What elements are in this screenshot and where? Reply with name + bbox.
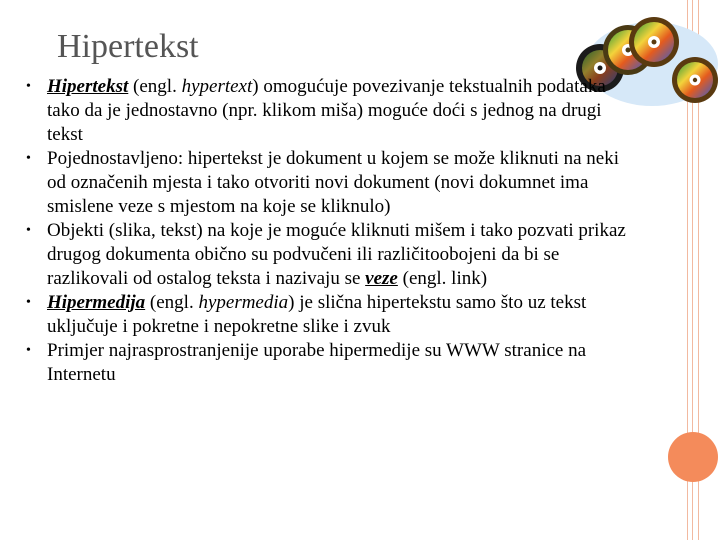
bullet-marker: • xyxy=(26,79,31,94)
bullet-item-5 xyxy=(24,339,634,387)
bullet-text: (engl. xyxy=(128,76,182,97)
bullet-text: ) je slična hipertekstu samo što uz tekst uključuje i pokretne i nepokretne slike i zvuk xyxy=(47,292,587,337)
bullet-item-2 xyxy=(24,147,634,219)
bullet-marker: • xyxy=(26,295,31,310)
bullet-marker: • xyxy=(26,223,31,238)
bullet-item-4 xyxy=(24,291,634,339)
bullet-italic: hypertext xyxy=(181,76,253,97)
bullet-text: (engl. link) xyxy=(397,268,488,289)
slide-title: Hipertekst xyxy=(57,28,199,65)
bullet-text: Pojednostavljeno: hipertekst je dokument u kojem se može kliknuti na neki od označenih mjesta i tako otvoriti novi dokument (novi dokumnet ima smislene veze s mjestom na koje se kliknulo) xyxy=(47,148,620,217)
bullet-item-3 xyxy=(24,219,634,291)
decor-circle xyxy=(668,432,718,482)
bullet-italic: hypermedia xyxy=(198,292,289,313)
bullet-marker: • xyxy=(26,343,31,358)
bullet-marker: • xyxy=(26,151,31,166)
bullet-text: ) omogućuje povezivanje tekstualnih podataka tako da je jednostavno (npr. klikom miša) moguće doći s jednog na drugi tekst xyxy=(47,76,606,145)
term-hipertekst: Hipertekst xyxy=(47,76,129,97)
bullet-list xyxy=(24,75,634,387)
bullet-text: Objekti (slika, tekst) na koje je moguće kliknuti mišem i tako pozvati prikaz drugog dokumenta obično su podvučeni ili različitoobojeni da bi se razlikovali od ostalog teksta i nazivaju se xyxy=(47,220,626,289)
bullet-item-1 xyxy=(24,75,634,147)
bullet-text: (engl. xyxy=(145,292,199,313)
bullet-text: Primjer najrasprostranjenije uporabe hipermedije su WWW stranice na Internetu xyxy=(47,340,587,385)
term-hipermedija: Hipermedija xyxy=(47,292,146,313)
term-veze: veze xyxy=(365,268,398,289)
